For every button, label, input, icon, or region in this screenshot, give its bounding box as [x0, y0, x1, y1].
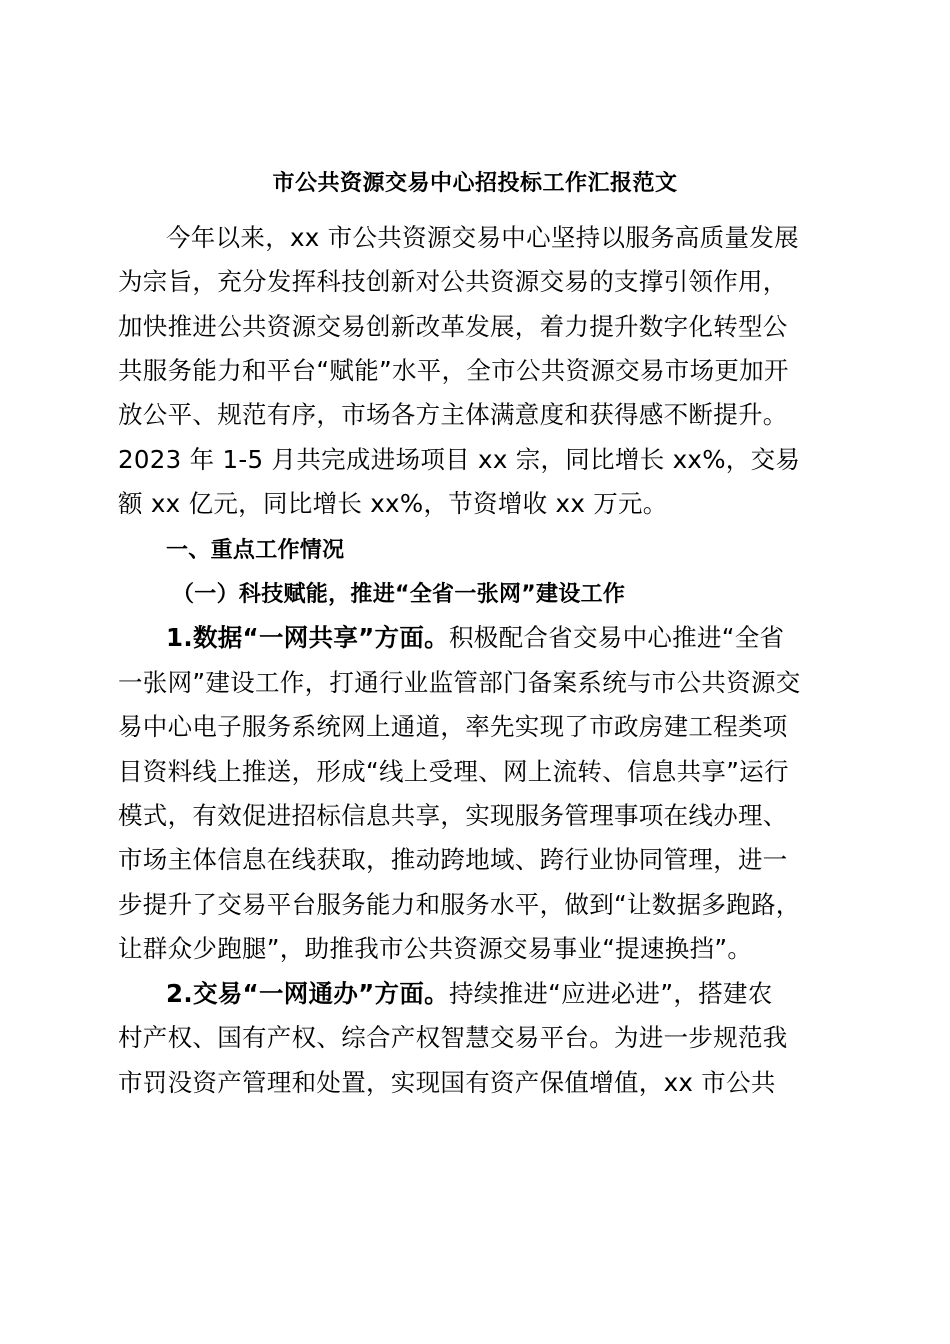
- section-heading: 一、重点工作情况: [166, 538, 345, 563]
- item2-line: 市罚没资产管理和处置，实现国有资产保值增值，xx 市公共: [118, 1068, 776, 1097]
- item1-first-line: [166, 620, 886, 656]
- intro-line: 今年以来，xx 市公共资源交易中心坚持以服务高质量发展: [166, 223, 799, 252]
- intro-line: 2023 年 1-5 月共完成进场项目 xx 宗，同比增长 xx%，交易: [118, 445, 801, 474]
- intro-line: 为宗旨，充分发挥科技创新对公共资源交易的支撑引领作用，: [118, 267, 788, 296]
- item1-first-line-rest: 积极配合省交易中心推进“全省: [448, 623, 785, 652]
- subsection-heading: （一）科技赋能，推进“全省一张网”建设工作: [172, 582, 626, 607]
- item1-line: 步提升了交易平台服务能力和服务水平，做到“让数据多跑路，: [118, 890, 801, 919]
- item2-first-line: [166, 976, 886, 1012]
- item1-line: 目资料线上推送，形成“线上受理、网上流转、信息共享”运行: [118, 757, 789, 786]
- item2-line: 村产权、国有产权、综合产权智慧交易平台。为进一步规范我: [118, 1023, 788, 1052]
- intro-line: 共服务能力和平台“赋能”水平，全市公共资源交易市场更加开: [118, 356, 789, 385]
- item1-lead: 1.数据“一网共享”方面。: [166, 623, 449, 652]
- document-title: 市公共资源交易中心招投标工作汇报范文: [272, 171, 678, 196]
- item2-lead: 2.交易“一网通办”方面。: [166, 979, 449, 1008]
- item1-line: 市场主体信息在线获取，推动跨地域、跨行业协同管理，进一: [118, 845, 788, 874]
- item1-line: 模式，有效促进招标信息共享，实现服务管理事项在线办理、: [118, 801, 788, 830]
- intro-line: 加快推进公共资源交易创新改革发展，着力提升数字化转型公: [118, 312, 788, 341]
- item2-first-line-rest: 持续推进“应进必进”，搭建农: [448, 979, 773, 1008]
- intro-line: 放公平、规范有序，市场各方主体满意度和获得感不断提升。: [118, 400, 788, 429]
- item1-line: 易中心电子服务系统网上通道，率先实现了市政房建工程类项: [118, 712, 788, 741]
- intro-line: 额 xx 亿元，同比增长 xx%，节资增收 xx 万元。: [118, 489, 668, 518]
- item1-line: 让群众少跑腿”，助推我市公共资源交易事业“提速换挡”。: [118, 934, 753, 963]
- item1-line: 一张网”建设工作，打通行业监管部门备案系统与市公共资源交: [118, 668, 801, 697]
